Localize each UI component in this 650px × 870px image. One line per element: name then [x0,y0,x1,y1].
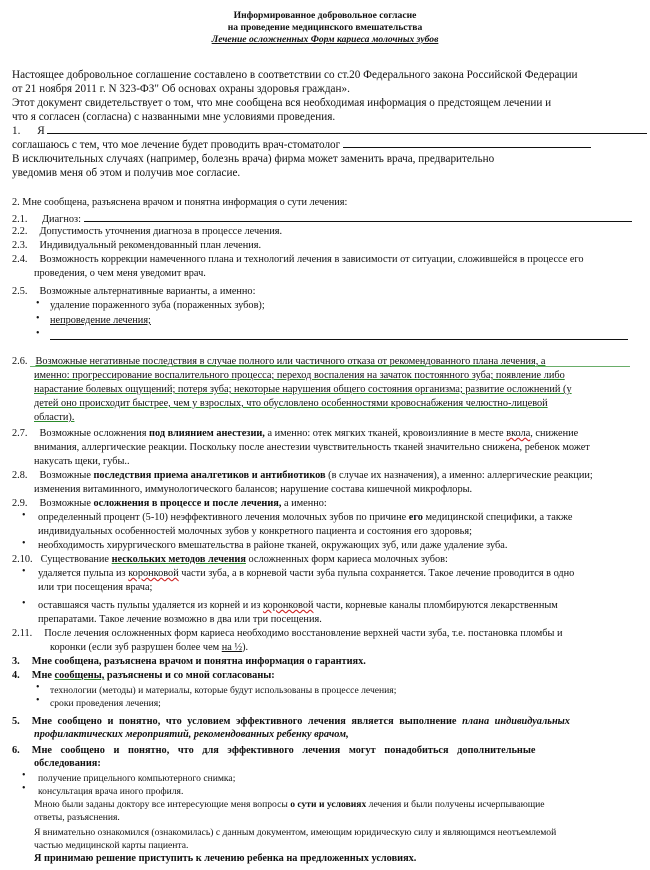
item-text: осложненных форм кариеса молочных зубов: [245,554,448,565]
complication-item [38,512,572,524]
intro-line: уведомив меня об этом и получив мое согласие. [12,167,241,179]
item-number: 2.10. [12,554,33,565]
item-text-misspelled: вкола [506,428,531,439]
bullet-dot-icon: • [36,682,40,693]
item-text: Мне сообщена, разъяснена врачом и понятна информация о гарантиях. [31,656,366,667]
alternative-option: удаление пораженного зуба (пораженных зубов); [50,300,265,311]
doctor-name-field[interactable] [343,138,591,148]
item-text: коронки (если зуб разрушен более чем [50,642,222,653]
item-number: 4. [12,670,20,681]
item-text-continued: препаратами. Такое лечение возможно в два или три посещения. [38,614,322,625]
diagnosis-row [12,212,632,226]
item-text: удаляется пульпа из [38,568,129,579]
bullet-dot-icon: • [22,770,26,781]
item-2-9 [12,498,327,510]
item-text-continued: внимания, аллергические реакции. Поскольку после анестезии чувствительность тканей значительно снижена, ребенок может [34,442,590,453]
item-text-continued: или три посещения врача; [38,582,153,593]
intro-line: что я согласен (согласна) с названными мне условиями проведения. [12,111,336,123]
item-text-continued: обследования: [34,758,101,769]
item-number: 1. [12,125,21,137]
bullet-dot-icon: • [22,598,26,609]
item-text-continued: нарастание болевых ощущений; потеря зуба; некоторые нарушения общего состояния организма; развитие осложнений (у [34,384,572,395]
bullet-dot-icon: • [36,313,40,324]
item-number: 3. [12,656,20,667]
item-text: Возможные осложнения [39,428,150,439]
item-text-continued: профилактических мероприятий, рекомендованных ребенку врачом, [34,729,349,740]
item-2-6 [12,356,545,368]
item-2-4 [12,254,584,266]
doctor-label: соглашаюсь с тем, что мое лечение будет проводить врач-стоматолог [12,139,341,151]
item-number: 2.4. [12,254,28,265]
item-text: медицинской специфики, а также [422,512,573,523]
item-text-continued: области). [34,412,75,423]
item-number: 5. [12,716,20,727]
bullet-dot-icon: • [22,538,26,549]
diagnosis-field[interactable] [84,212,632,222]
patient-name-row [12,124,647,138]
item-text: на ½ [221,642,243,653]
bullet-dot-icon: • [22,510,26,521]
item-text-bold: последствия приема аналгетиков и антибиотиков [93,470,326,481]
item-text: ). [242,642,249,653]
doc-title-line-2: на проведение медицинского вмешательства [227,22,423,33]
item-number: 6. [12,745,20,756]
item-text: лечения и были получены исчерпывающие [366,799,545,810]
item-text: Допустимость уточнения диагноза в процессе лечения. [39,226,283,237]
item-text-continued: ответы, разъяснения. [34,812,120,823]
exam-item: консультация врача иного профиля. [38,786,184,797]
item-text: Мною были заданы доктору все интересующие меня вопросы [34,799,291,810]
bullet-dot-icon: • [22,783,26,794]
item-number: 2.1. [12,214,28,225]
agreed-item: технологии (методы) и материалы, которые будут использованы в процессе лечения; [50,685,397,696]
section-3 [12,656,366,668]
item-text: (в случае их назначения), а именно: аллергические реакции; [325,470,593,481]
item-text: части, корневые каналы пломбируются лекарственным [313,600,558,611]
patient-name-label: Я [37,125,45,137]
item-text-misspelled: коронковой [128,568,179,579]
agreed-item: сроки проведения лечения; [50,698,161,709]
item-number: 2.8. [12,470,28,481]
doc-title-line-1: Информированное добровольное согласие [233,10,417,21]
item-text: а именно: отек мягких тканей, кровоизлияние в месте [264,428,507,439]
item-text-continued: индивидуальных особенностей молочных зубов у конкретного пациента и состояния его здоровья; [38,526,472,537]
item-text-continued: именно: прогрессирование воспалительного процесса; переход воспаления на зачаток постоянного зуба; появление либо [34,370,565,381]
item-number: 2.5. [12,286,28,297]
item-number: 2.9. [12,498,28,509]
intro-line: В исключительных случаях (например, болезнь врача) фирма может заменить врача, предварительно [12,153,495,165]
item-text-continued: изменения витаминного, иммунологического балансов; нарушение состава кишечной микрофлоры. [34,484,473,495]
bullet-dot-icon: • [36,695,40,706]
item-text-italic: плана индивидуальных [462,716,570,727]
bullet-dot-icon: • [36,328,40,339]
item-text: Индивидуальный рекомендованный план лечения. [39,240,262,251]
doc-title-line-3: Лечение осложненных Форм кариеса молочных зубов [211,34,439,45]
item-number: 2.11. [12,628,33,639]
item-text: , снижение [530,428,579,439]
item-number: 2.6. [12,356,28,367]
item-number: 2.3. [12,240,28,251]
method-item [38,600,558,612]
item-text: Возможные негативные последствия в случае полного или частичного отказа от рекомендованного плана лечения, а [35,356,546,367]
item-number: 2.2. [12,226,28,237]
item-text: Существование [40,554,112,565]
item-text-bold: о сути и условиях [290,799,367,810]
intro-line: Этот документ свидетельствует о том, что мне сообщена вся необходимая информация о предстоящем лечении и [12,97,552,109]
intro-line: от 21 ноября 2011 г. N 323-ФЗ" Об основах охраны здоровья граждан». [12,83,350,95]
item-text: Возможные [39,498,94,509]
bullet-dot-icon: • [36,298,40,309]
item-text: Мне сообщено и понятно, что для эффективного лечения могут понадобиться дополнительные [31,745,536,756]
questions-paragraph [34,799,545,811]
alternative-option: непроведение лечения; [50,315,151,326]
item-2-2 [12,226,282,238]
item-2-5 [12,286,255,298]
item-2-7 [12,428,578,440]
item-text-bold: нескольких методов лечения [111,554,246,565]
item-2-10 [12,554,448,566]
section-6 [12,745,535,757]
doctor-row [12,138,591,152]
item-text: Мне сообщено и понятно, что условием эффективного лечения является выполнение [31,716,463,727]
item-text: а именно: [281,498,327,509]
section-5 [12,716,570,728]
item-text-misspelled: коронковой [262,600,314,611]
item-text: сообщены, [54,670,105,681]
alternative-field[interactable] [50,330,628,340]
acknowledgement-paragraph: Я внимательно ознакомился (ознакомилась) с данным документом, имеющим юридическую силу и являющимся неотъемлемой [34,827,557,838]
item-text: Мне [31,670,55,681]
item-text-continued: частью медицинской карты пациента. [34,840,189,851]
patient-name-field[interactable] [47,124,647,134]
item-text-bold: под влиянием анестезии, [149,428,265,439]
item-text: части зуба, а в корневой части зуба пульпа сохраняется. Такое лечение проводится в одно [178,568,575,579]
item-text: Возможные [39,470,94,481]
intro-line: Настоящее добровольное соглашение составлено в соответствии со ст.20 Федерального закона Российской Федерации [12,69,578,81]
bullet-dot-icon: • [22,566,26,577]
item-text: После лечения осложненных форм кариеса необходимо восстановление верхней части зуба, т.е. постановка пломбы и [44,628,563,639]
alternative-option-blank [50,330,628,344]
exam-item: получение прицельного компьютерного снимка; [38,773,236,784]
method-item [38,568,574,580]
item-text: Возможные альтернативные варианты, а именно: [39,286,256,297]
item-text-continued: проведения, о чем меня уведомит врач. [34,268,206,279]
item-text: оставшаяся часть пульпы удаляется из корней и из [38,600,263,611]
item-text-bold: его [408,512,423,523]
item-text-continued [50,642,248,654]
diagnosis-label: Диагноз: [42,214,81,225]
decision-statement: Я принимаю решение приступить к лечению ребенка на предложенных условиях. [34,853,417,864]
item-2-8 [12,470,593,482]
complication-item: необходимость хирургического вмешательства в районе тканей, окружающих зуб, или даже удаление зуба. [38,540,508,551]
section-2-heading: 2. Мне сообщена, разъяснена врачом и понятна информация о сути лечения: [12,197,348,208]
item-text: разъяснены и со мной согласованы: [104,670,275,681]
item-text: определенный процент (5-10) неэффективного лечения молочных зубов по причине [38,512,409,523]
section-4 [12,670,275,682]
item-text-bold: осложнения в процессе и после лечения, [93,498,282,509]
item-2-11 [12,628,563,640]
item-number: 2.7. [12,428,28,439]
item-text: Возможность коррекции намеченного плана и технологий лечения в зависимости от ситуации, сложившейся в процессе его [39,254,584,265]
item-2-3 [12,240,261,252]
item-text-continued: детей оно происходит быстрее, чем у взрослых, что обусловлено особенностями кровоснабжения челюстно-лицевой [34,398,548,409]
item-text-continued: накусать щеки, губы.. [34,456,130,467]
